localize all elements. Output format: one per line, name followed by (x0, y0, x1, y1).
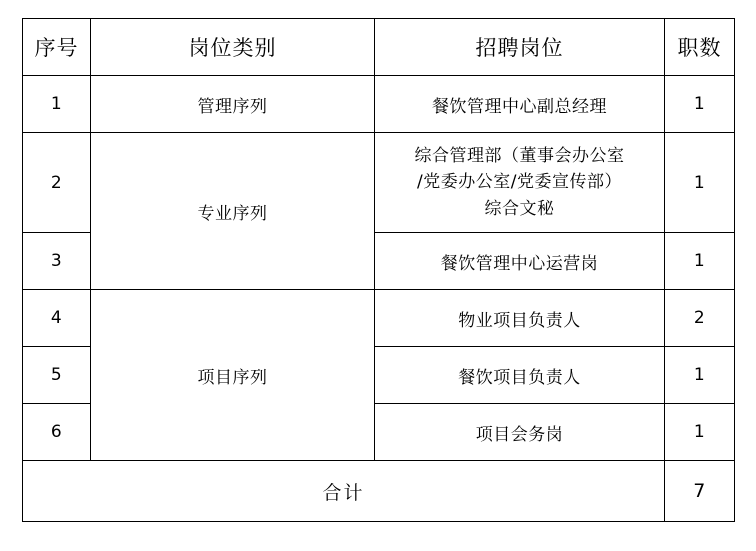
cell-category: 项目序列 (91, 290, 375, 461)
table-header (23, 19, 735, 76)
cell-index: 4 (23, 290, 91, 347)
cell-count: 2 (665, 290, 735, 347)
cell-count: 1 (665, 133, 735, 233)
cell-count: 1 (665, 347, 735, 404)
table-total-row (23, 461, 735, 522)
cell-count: 1 (665, 233, 735, 290)
column-header-post: 招聘岗位 (375, 19, 665, 76)
total-label: 合计 (23, 461, 665, 522)
total-value: 7 (665, 461, 735, 522)
table-row (23, 290, 735, 347)
recruitment-table (22, 18, 735, 522)
cell-index: 6 (23, 404, 91, 461)
recruitment-table-container (22, 18, 734, 522)
cell-category: 专业序列 (91, 133, 375, 290)
cell-post: 物业项目负责人 (375, 290, 665, 347)
cell-count: 1 (665, 76, 735, 133)
post-line: /党委办公室/党委宣传部） (417, 172, 622, 193)
cell-index: 2 (23, 133, 91, 233)
table-row (23, 133, 735, 233)
cell-index: 1 (23, 76, 91, 133)
cell-index: 5 (23, 347, 91, 404)
cell-post: 项目会务岗 (375, 404, 665, 461)
column-header-count: 职数 (665, 19, 735, 76)
table-header-row (23, 19, 735, 76)
column-header-index: 序号 (23, 19, 91, 76)
table-body (23, 76, 735, 522)
column-header-category: 岗位类别 (91, 19, 375, 76)
post-line: 综合管理部（董事会办公室 (414, 145, 625, 166)
cell-category: 管理序列 (91, 76, 375, 133)
cell-post: 餐饮项目负责人 (375, 347, 665, 404)
cell-post: 餐饮管理中心运营岗 (375, 233, 665, 290)
cell-post (375, 133, 665, 233)
cell-index: 3 (23, 233, 91, 290)
table-row (23, 76, 735, 133)
cell-post: 餐饮管理中心副总经理 (375, 76, 665, 133)
post-line: 综合文秘 (484, 198, 555, 219)
cell-count: 1 (665, 404, 735, 461)
